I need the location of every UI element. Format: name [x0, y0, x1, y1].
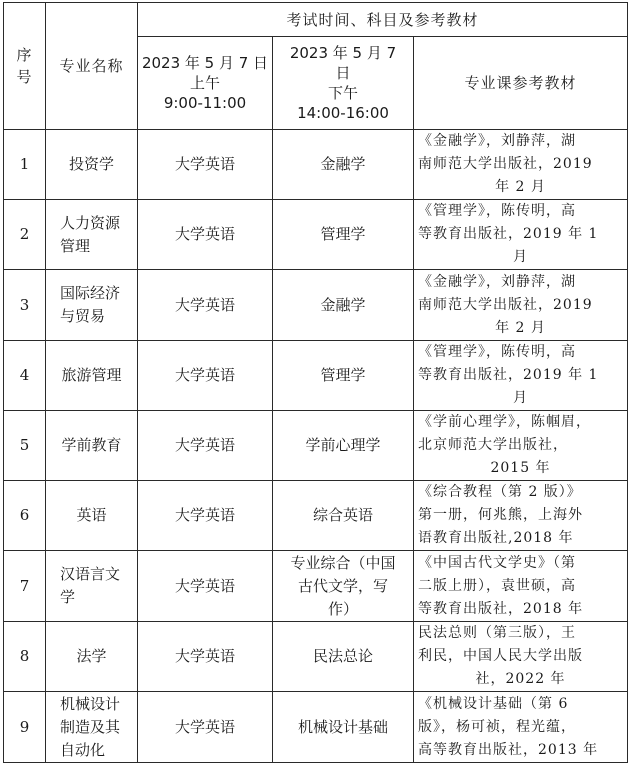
row-english-line: 大学英语 — [174, 647, 235, 665]
row-subject — [273, 481, 414, 551]
row-major-line: 汉语言文 — [60, 565, 121, 583]
row-subject-line: 专业综合（中国 — [290, 553, 396, 572]
header-group: 考试时间、科目及参考教材 — [138, 3, 628, 37]
row-major — [46, 270, 138, 341]
row-subject — [273, 551, 414, 622]
table-row — [4, 270, 628, 341]
row-reference-line: 高等教育出版社，2013 年 — [418, 741, 599, 758]
row-major — [46, 130, 138, 200]
row-reference-line: 《管理学》，陈传明，高 — [418, 203, 576, 219]
table-row — [4, 481, 628, 551]
row-reference — [414, 551, 628, 622]
row-major-line: 自动化 — [60, 740, 106, 759]
header-reference: 专业课参考教材 — [414, 37, 628, 130]
row-reference — [414, 692, 628, 763]
row-english — [138, 270, 273, 341]
row-english — [138, 692, 273, 763]
row-subject-line: 学前心理学 — [305, 436, 381, 454]
row-reference-line: 等教育出版社，2019 年 1 — [418, 367, 599, 383]
row-subject — [273, 411, 414, 481]
table-row — [4, 411, 628, 481]
row-english-line: 大学英语 — [174, 436, 235, 454]
row-reference-line: 《机械设计基础（第 6 — [418, 695, 569, 712]
row-subject — [273, 341, 414, 411]
row-reference — [414, 481, 628, 551]
row-reference-line: 利民，中国人民大学出版 — [418, 648, 583, 664]
row-english — [138, 411, 273, 481]
row-index-line: 3 — [19, 295, 30, 314]
row-index — [4, 481, 46, 551]
row-major-line: 英语 — [76, 506, 107, 524]
row-major-line: 投资学 — [68, 155, 114, 173]
row-reference-line: 版》，杨可祯，程光蕴， — [418, 718, 576, 735]
row-reference-line: 南师范大学出版社，2019 — [418, 296, 593, 313]
row-subject-line: 古代文学，写 — [297, 576, 388, 595]
row-english — [138, 200, 273, 270]
row-english-line: 大学英语 — [174, 225, 235, 243]
row-subject-line: 金融学 — [320, 295, 366, 314]
row-major-line: 旅游管理 — [61, 366, 122, 384]
row-reference-line: 北京师范大学出版社， — [418, 437, 568, 453]
row-index — [4, 622, 46, 692]
row-english — [138, 481, 273, 551]
row-index-line: 9 — [19, 717, 30, 736]
row-index-line: 7 — [19, 576, 30, 595]
row-english-line: 大学英语 — [174, 576, 235, 595]
row-reference-line: 民法总则（第三版），王 — [418, 625, 576, 641]
row-subject-line: 金融学 — [320, 155, 366, 173]
row-index-line: 8 — [19, 647, 30, 665]
row-major — [46, 551, 138, 622]
row-reference-line: 等教育出版社，2018 年 — [418, 600, 584, 617]
row-reference-line: 语教育出版社,2018 年 — [418, 530, 574, 546]
row-index-line: 2 — [19, 225, 30, 243]
row-index-line: 4 — [19, 366, 30, 384]
row-english — [138, 622, 273, 692]
row-major-line: 管理 — [60, 236, 91, 255]
row-index-line: 1 — [19, 155, 30, 173]
row-subject-line: 管理学 — [320, 366, 366, 384]
row-english — [138, 130, 273, 200]
row-reference — [414, 130, 628, 200]
row-major-line: 与贸易 — [60, 307, 106, 325]
table-row — [4, 200, 628, 270]
row-subject-line: 机械设计基础 — [297, 717, 388, 736]
row-english-line: 大学英语 — [174, 506, 235, 524]
row-reference — [414, 622, 628, 692]
row-subject — [273, 130, 414, 200]
row-major-line: 制造及其 — [60, 717, 121, 736]
row-major-line: 国际经济 — [60, 284, 121, 302]
row-subject-line: 综合英语 — [312, 506, 373, 524]
row-subject-line: 管理学 — [320, 225, 366, 243]
header-index: 序号 — [4, 3, 46, 130]
row-index — [4, 341, 46, 411]
table-row — [4, 341, 628, 411]
row-reference-line: 《管理学》，陈传明，高 — [418, 344, 576, 360]
row-reference — [414, 341, 628, 411]
table-row — [4, 551, 628, 622]
row-major — [46, 200, 138, 270]
row-major-line: 人力资源 — [60, 213, 121, 232]
row-subject — [273, 692, 414, 763]
row-reference-line: 二版上册），袁世硕，高 — [418, 577, 576, 594]
row-index-line: 6 — [19, 506, 30, 524]
row-reference-line: 《金融学》，刘静萍，湖 — [418, 133, 576, 149]
row-subject-line: 民法总论 — [312, 647, 373, 665]
row-reference — [414, 270, 628, 341]
row-reference — [414, 411, 628, 481]
table-row — [4, 130, 628, 200]
row-reference-line: 《金融学》，刘静萍，湖 — [418, 273, 576, 290]
row-index — [4, 130, 46, 200]
row-major-line: 学前教育 — [61, 436, 122, 454]
row-english-line: 大学英语 — [174, 366, 235, 384]
table-body — [4, 130, 628, 763]
exam-schedule-table — [3, 2, 628, 763]
row-subject — [273, 270, 414, 341]
row-english-line: 大学英语 — [174, 155, 235, 173]
row-subject — [273, 200, 414, 270]
row-reference-line: 年 2 月 — [495, 319, 546, 336]
header-major: 专业名称 — [46, 3, 138, 130]
row-index — [4, 200, 46, 270]
header-row-1 — [4, 3, 628, 37]
row-index — [4, 692, 46, 763]
row-reference-line: 2015 年 — [490, 460, 551, 476]
row-major — [46, 341, 138, 411]
row-reference-line: 社，2022 年 — [475, 671, 566, 687]
row-major-line: 法学 — [76, 647, 107, 665]
row-english — [138, 551, 273, 622]
row-major — [46, 622, 138, 692]
row-reference-line: 第一册，何兆熊，上海外 — [418, 507, 583, 523]
row-reference-line: 《综合教程（第 2 版）》 — [418, 484, 582, 500]
row-reference-line: 等教育出版社，2019 年 1 — [418, 226, 599, 242]
row-reference-line: 月 — [513, 249, 529, 265]
row-major — [46, 692, 138, 763]
row-major-line: 机械设计 — [60, 694, 121, 713]
row-reference — [414, 200, 628, 270]
row-reference-line: 年 2 月 — [495, 179, 546, 195]
row-reference-line: 月 — [513, 390, 529, 406]
header-pm: 2023 年 5 月 7 日 下午 14:00-16:00 — [273, 37, 414, 130]
row-major-line: 学 — [60, 588, 76, 606]
row-english — [138, 341, 273, 411]
row-index — [4, 270, 46, 341]
row-subject-line: 作） — [327, 599, 358, 618]
row-major — [46, 481, 138, 551]
row-english-line: 大学英语 — [174, 717, 235, 736]
row-reference-line: 《学前心理学》，陈帼眉， — [418, 414, 591, 430]
row-reference-line: 南师范大学出版社，2019 — [418, 156, 593, 172]
row-index-line: 5 — [19, 436, 30, 454]
table-row — [4, 622, 628, 692]
row-reference-line: 《中国古代文学史》（第 — [418, 554, 576, 571]
row-english-line: 大学英语 — [174, 295, 235, 314]
table-row — [4, 692, 628, 763]
row-subject — [273, 622, 414, 692]
row-major — [46, 411, 138, 481]
row-index — [4, 411, 46, 481]
header-am: 2023 年 5 月 7 日 上午 9:00-11:00 — [138, 37, 273, 130]
row-index — [4, 551, 46, 622]
